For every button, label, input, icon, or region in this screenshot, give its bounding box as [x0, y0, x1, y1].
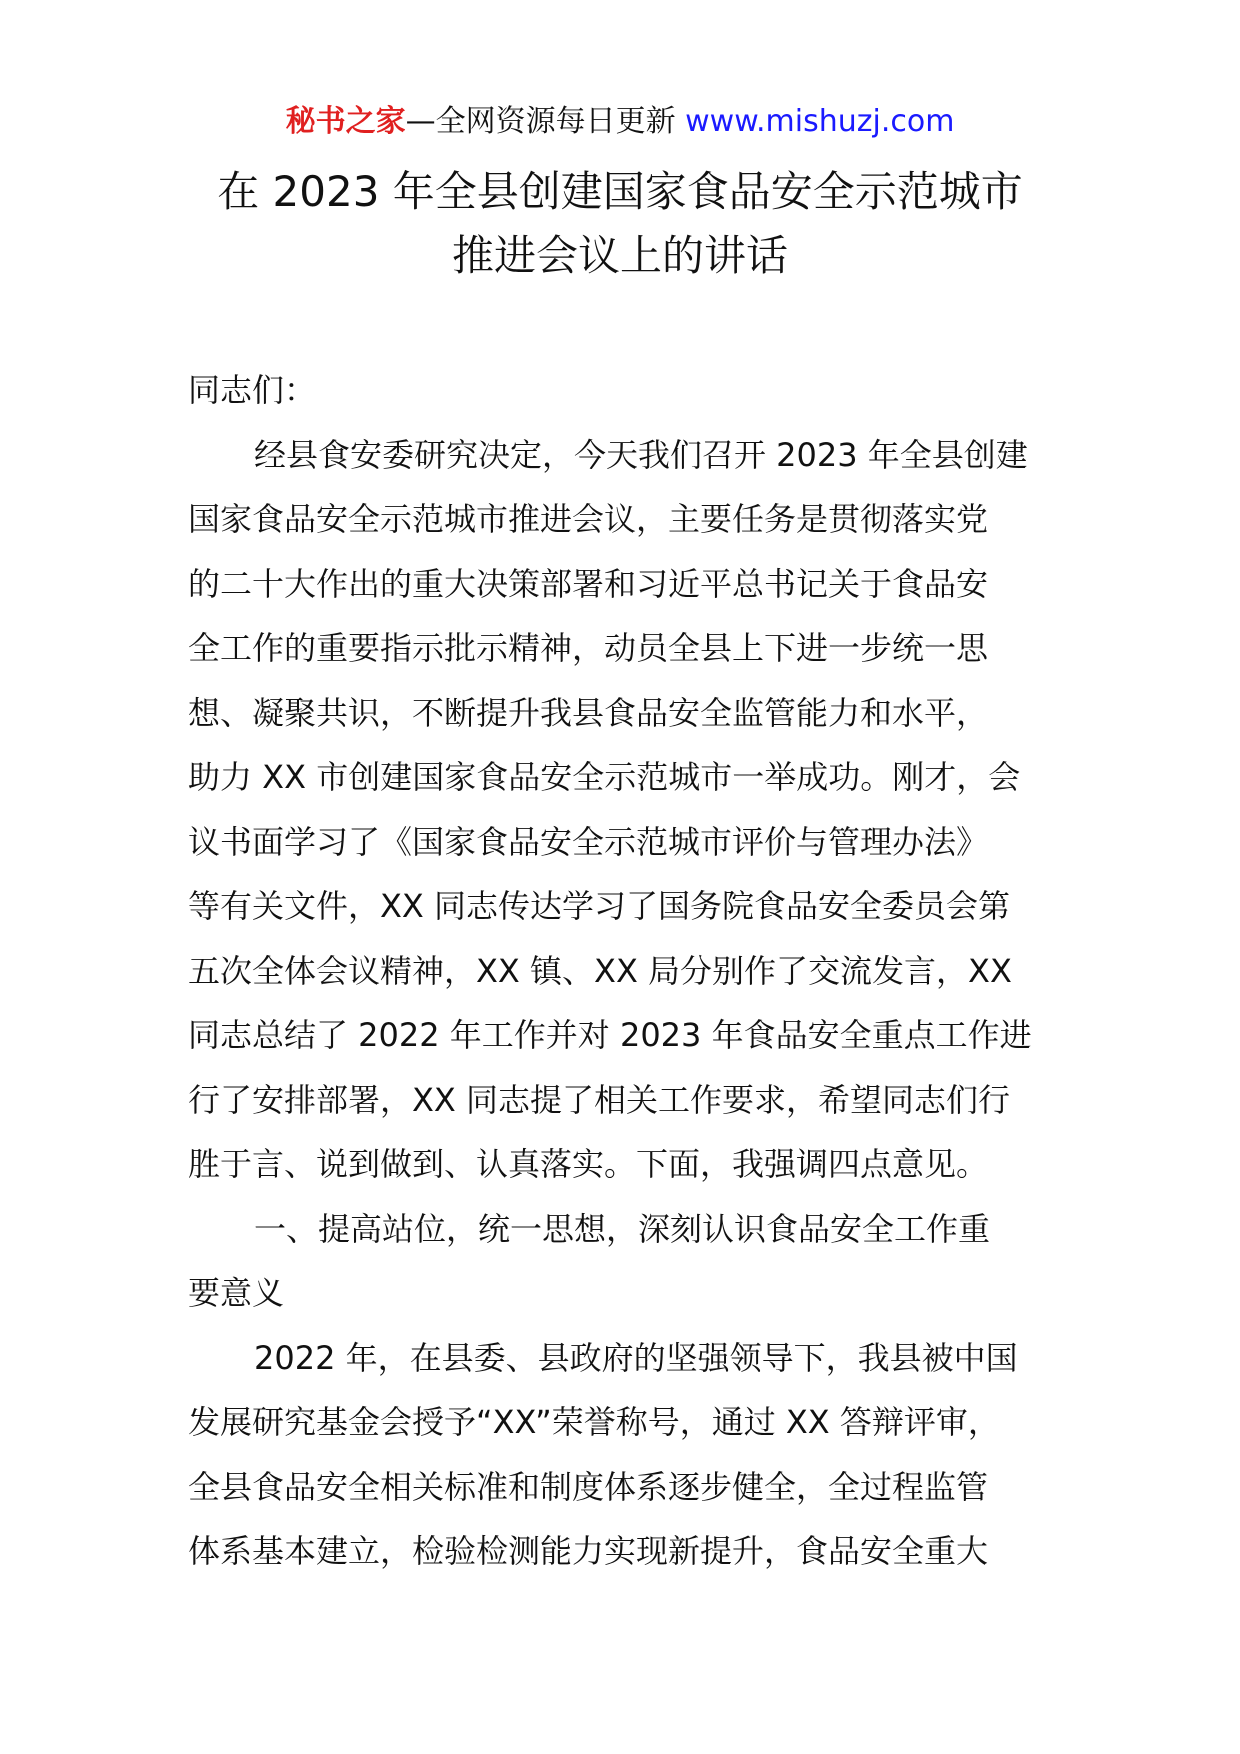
title-line-1: 在 2023 年全县创建国家食品安全示范城市 [217, 167, 1023, 216]
body-line: 发展研究基金会授予“XX”荣誉称号，通过 XX 答辩评审， [188, 1403, 1000, 1441]
body-line: 经县食安委研究决定，今天我们召开 2023 年全县创建 [254, 435, 1028, 474]
site-header [0, 100, 1240, 144]
body-line: 行了安排部署，XX 同志提了相关工作要求，希望同志们行 [188, 1080, 1011, 1119]
body-line: 同志总结了 2022 年工作并对 2023 年食品安全重点工作进 [188, 1016, 1032, 1054]
body-line: 2022 年，在县委、县政府的坚强领导下，我县被中国 [254, 1338, 1018, 1377]
header-slogan: —全网资源每日更新 [405, 104, 686, 139]
body-line: 胜于言、说到做到、认真落实。下面，我强调四点意见。 [188, 1145, 989, 1183]
body-line: 全工作的重要指示批示精神，动员全县上下进一步统一思 [188, 629, 989, 667]
body-line: 全县食品安全相关标准和制度体系逐步健全，全过程监管 [188, 1467, 989, 1506]
document-body [188, 358, 1058, 1584]
body-line: 等有关文件，XX 同志传达学习了国务院食品安全委员会第 [188, 887, 1011, 925]
body-line: 想、凝聚共识，不断提升我县食品安全监管能力和水平， [188, 693, 989, 732]
document-title [100, 160, 1140, 288]
body-line: 议书面学习了《国家食品安全示范城市评价与管理办法》 [188, 822, 989, 861]
salutation: 同志们： [188, 371, 317, 409]
site-url-link[interactable]: www.mishuzj.com [685, 104, 955, 139]
body-line: 五次全体会议精神，XX 镇、XX 局分别作了交流发言，XX [188, 951, 1012, 990]
brand-name: 秘书之家 [285, 104, 406, 139]
body-line: 助力 XX 市创建国家食品安全示范城市一举成功。刚才，会 [188, 758, 1021, 796]
title-line-2: 推进会议上的讲话 [451, 231, 788, 280]
section-heading-line: 一、提高站位，统一思想，深刻认识食品安全工作重 [254, 1209, 991, 1248]
body-line: 体系基本建立，检验检测能力实现新提升，食品安全重大 [188, 1532, 989, 1570]
body-line: 的二十大作出的重大决策部署和习近平总书记关于食品安 [188, 564, 989, 603]
section-heading-line: 要意义 [188, 1274, 285, 1312]
body-line: 国家食品安全示范城市推进会议，主要任务是贯彻落实党 [188, 500, 989, 538]
